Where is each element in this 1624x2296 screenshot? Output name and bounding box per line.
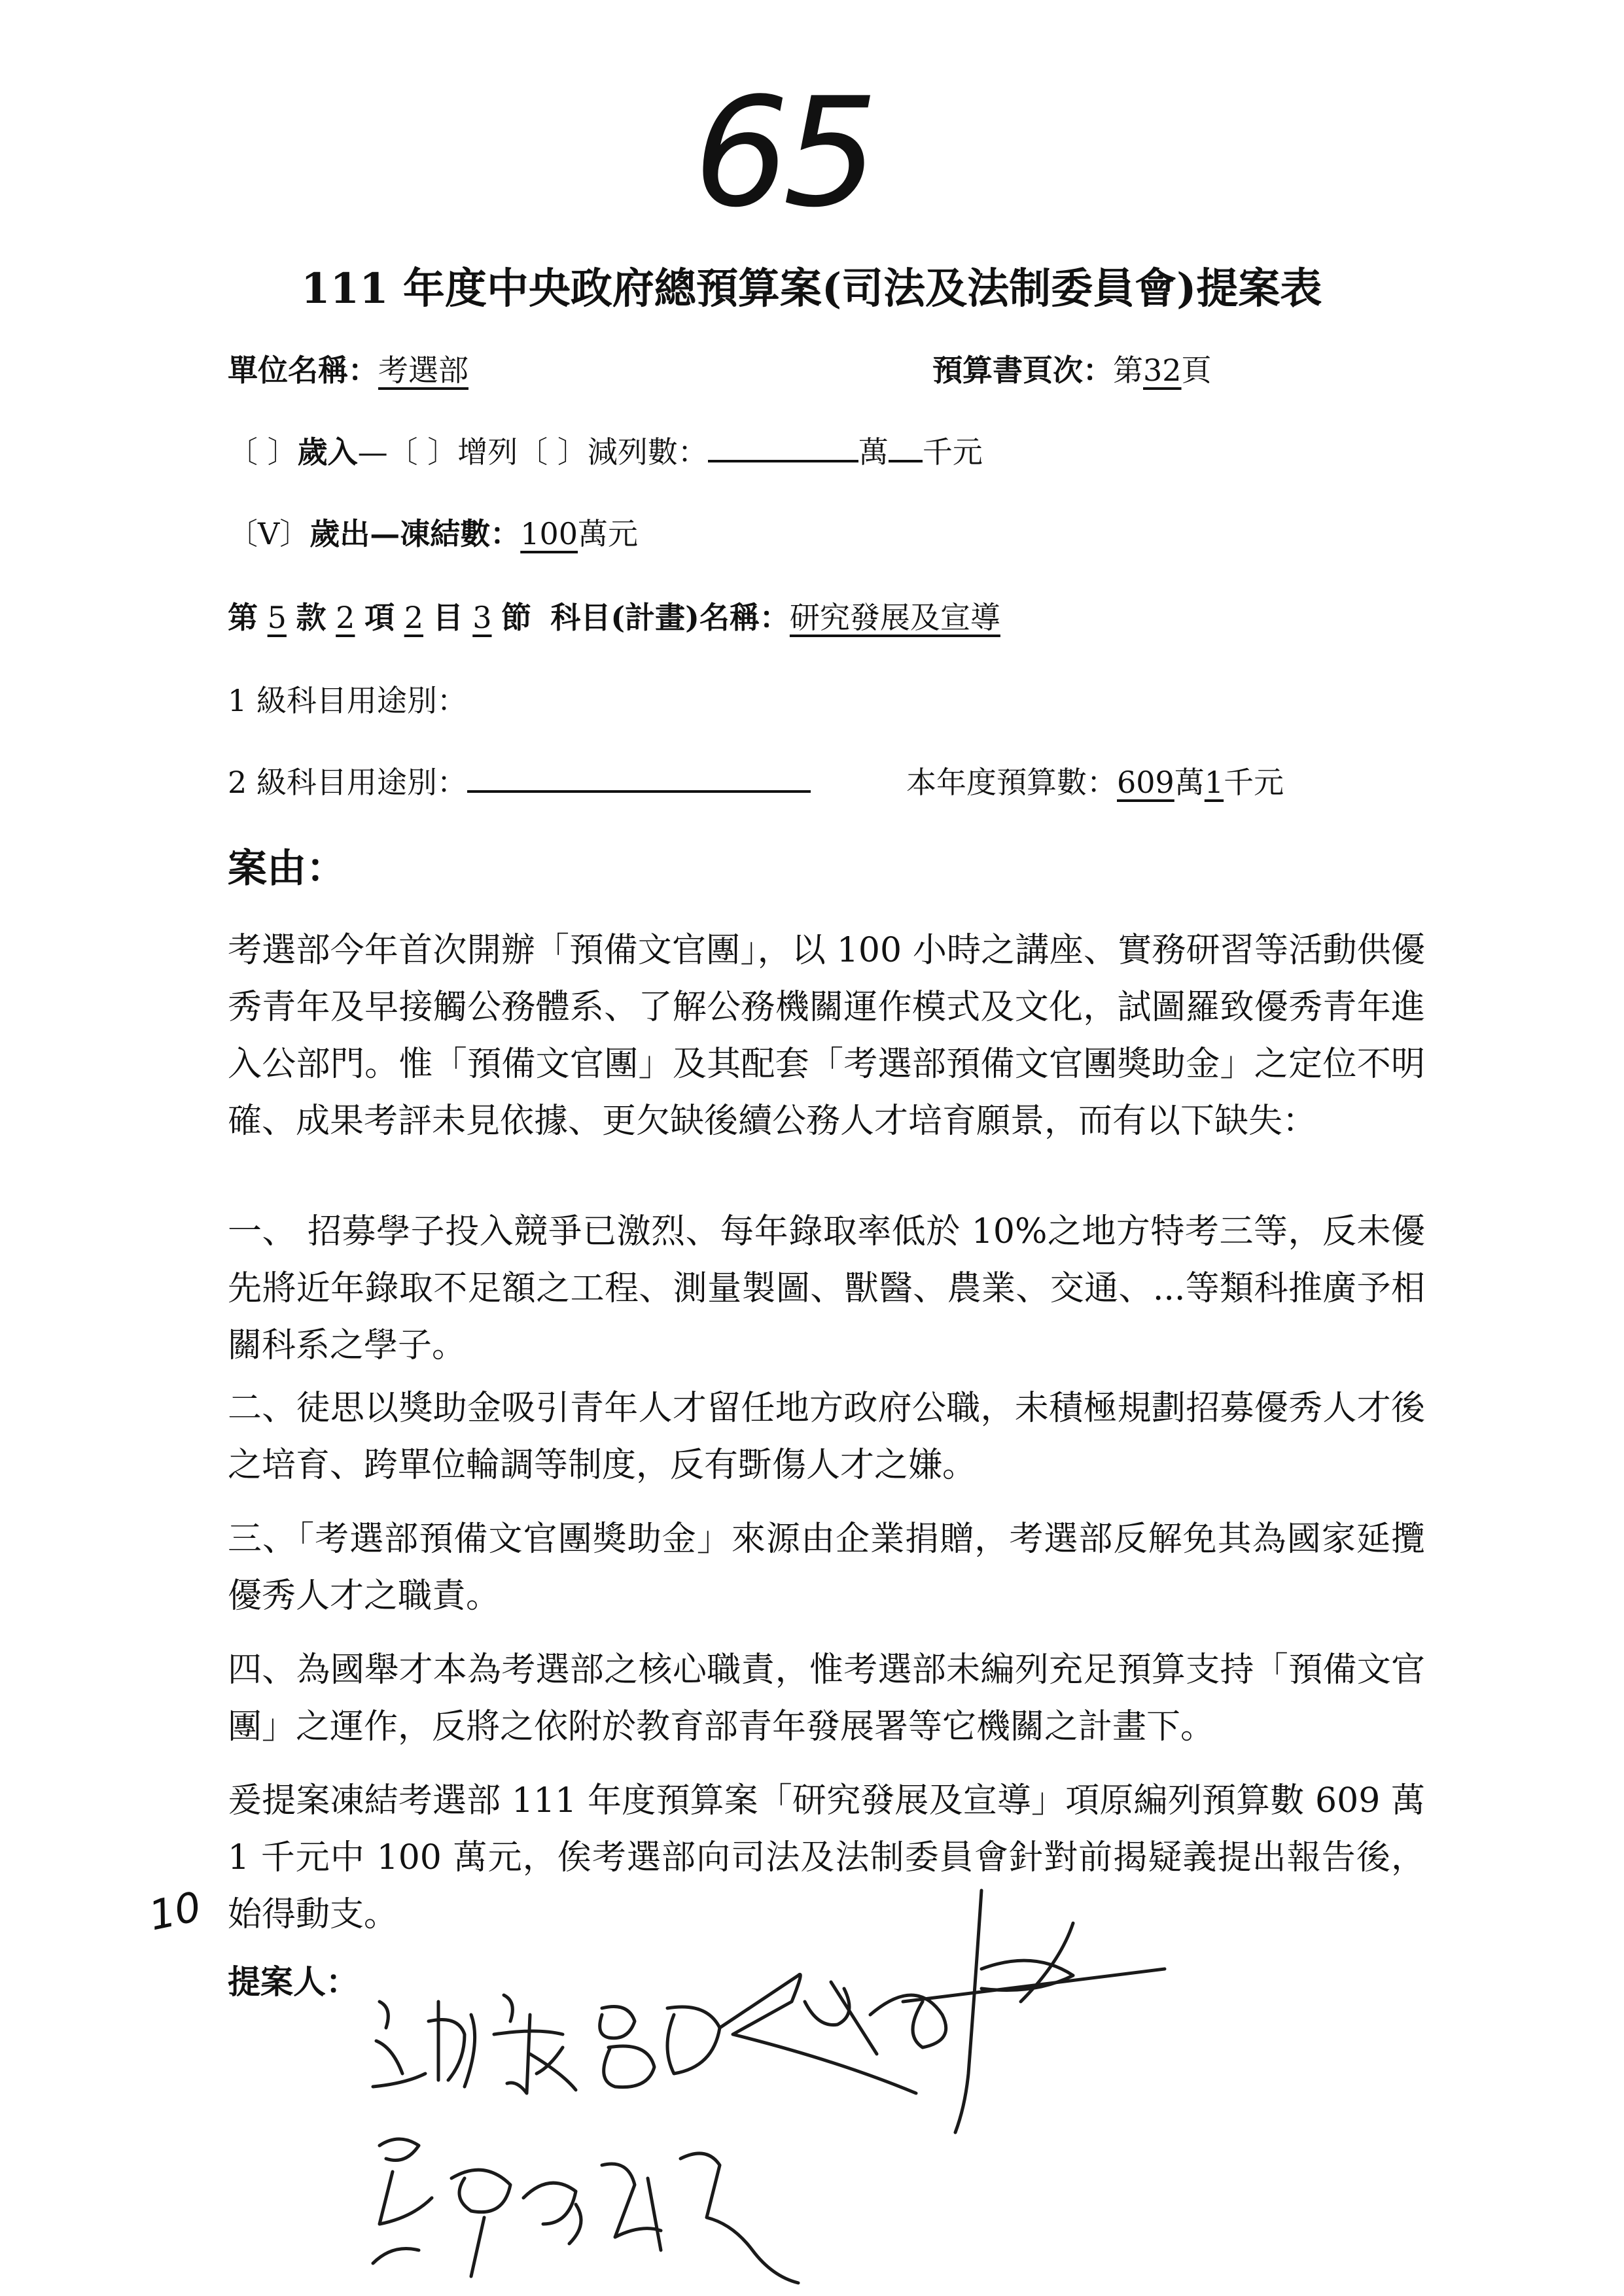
unit-label: 單位名稱： <box>228 353 378 388</box>
subject-p4: 目 <box>432 600 463 635</box>
budget-label: 本年度預算數： <box>906 765 1117 800</box>
unit-value: 考選部 <box>378 353 468 388</box>
revenue-row <box>228 428 983 472</box>
revenue-bracket: 〔 〕 <box>228 434 298 470</box>
subject-jie: 3 <box>472 600 492 635</box>
page-ref <box>932 347 1212 390</box>
revenue-thousand-blank <box>889 459 923 462</box>
revenue-dash: — <box>357 434 388 470</box>
page-ref-label: 預算書頁次： <box>932 353 1113 388</box>
revenue-label: 歲入 <box>297 434 358 470</box>
unit-row <box>228 347 468 390</box>
page-ref-value: 32 <box>1143 353 1182 388</box>
reason-paragraph-resolution: 爰提案凍結考選部 111 年度預算案「研究發展及宣導」項原編列預算數 609 萬 1 千元中 100 萬元，俟考選部向司法及法制委員會針對前揭疑義提出報告後，始得動支。 <box>228 1781 1425 1934</box>
subject-mu: 2 <box>404 600 423 635</box>
margin-note: 10 <box>145 1882 205 1940</box>
subject-kuan: 5 <box>267 600 287 635</box>
budget-unit-wan: 萬 <box>1174 765 1205 800</box>
reason-paragraph-intro: 考選部今年首次開辦「預備文官團」，以 100 小時之講座、實務研習等活動供優秀青年及早接觸公務體系、了解公務機關運作模式及文化，試圖羅致優秀青年進入公部門。惟「預備文官團」及其配套「考選部預備文官團獎助金」之定位不明確、成果考評未見依據、更欠缺後續公務人才培育願景，而有以下缺失： <box>228 931 1425 1141</box>
level1-row <box>228 677 467 720</box>
reason-paragraph-4: 四、為國舉才本為考選部之核心職責，惟考選部未編列充足預算支持「預備文官團」之運作，反將之依附於教育部青年發展署等它機關之計畫下。 <box>228 1650 1425 1747</box>
budget-row <box>906 759 1284 802</box>
revenue-unit-wan: 萬 <box>858 434 889 470</box>
budget-unit-thousand: 千元 <box>1224 765 1284 800</box>
signature-3 <box>353 2119 811 2296</box>
proposer-label: 提案人： <box>228 1962 359 2001</box>
budget-wan: 609 <box>1117 765 1174 800</box>
page-number: 65 <box>694 66 872 241</box>
page-ref-prefix: 第 <box>1113 353 1143 388</box>
subject-label: 科目(計畫)名稱： <box>550 600 790 635</box>
level1-label: 1 級科目用途別： <box>228 683 467 718</box>
subject-p3: 項 <box>364 600 395 635</box>
subject-row <box>228 594 1000 637</box>
budget-thousand: 1 <box>1204 765 1224 800</box>
revenue-wan-blank <box>708 459 858 462</box>
expense-label: 歲出—凍結數： <box>309 516 521 551</box>
expense-row <box>228 510 638 553</box>
level2-blank <box>467 790 811 793</box>
subject-p2: 款 <box>296 600 327 635</box>
reason-paragraph-1: 一、 招募學子投入競爭已激烈、每年錄取率低於 10%之地方特考三等，反未優先將近年錄取不足額之工程、測量製圖、獸醫、農業、交通、...等類科推廣予相關科系之學子。 <box>228 1212 1425 1365</box>
subject-p1: 第 <box>228 600 258 635</box>
page-title: 111 年度中央政府總預算案(司法及法制委員會)提案表 <box>301 264 1322 313</box>
reason-paragraph-3: 三、「考選部預備文官團獎助金」來源由企業捐贈，考選部反解免其為國家延攬優秀人才之職責。 <box>228 1520 1425 1616</box>
expense-bracket: 〔V〕 <box>228 516 310 551</box>
signature-1 <box>366 1975 733 2100</box>
level2-row <box>228 759 811 802</box>
expense-unit: 萬元 <box>578 516 639 551</box>
subject-xiang: 2 <box>336 600 355 635</box>
subject-p5: 節 <box>501 600 532 635</box>
subject-value: 研究發展及宣導 <box>789 600 1000 635</box>
reason-paragraph-2: 二、徒思以獎助金吸引青年人才留任地方政府公職，未積極規劃招募優秀人才後之培育、跨單位輪調等制度，反有斲傷人才之嫌。 <box>228 1389 1425 1485</box>
revenue-options: 〔 〕增列〔 〕減列數： <box>387 434 708 470</box>
revenue-unit-thousand: 千元 <box>922 434 983 470</box>
page-ref-suffix: 頁 <box>1181 353 1212 388</box>
expense-value: 100 <box>520 516 578 551</box>
reason-heading: 案由： <box>228 846 345 892</box>
signature-2 <box>707 1884 1178 2146</box>
level2-label: 2 級科目用途別： <box>228 765 467 800</box>
